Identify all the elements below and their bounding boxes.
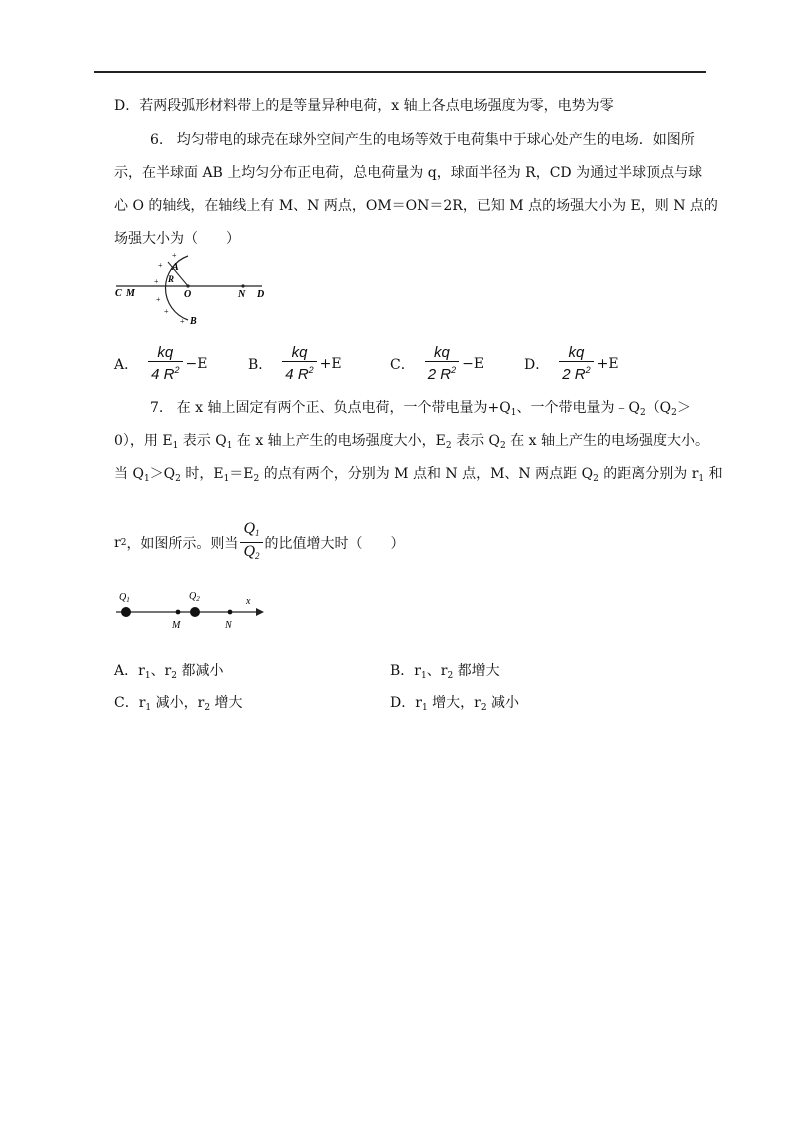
q6-option-c[interactable]: C． $\frac{kq}{2 R^2}$ −E [390,344,485,383]
q7-label-x: x [246,596,251,607]
svg-text:+: + [180,317,185,326]
q6-number: 6. [150,132,164,148]
svg-text:+: + [156,295,161,304]
q6-option-d-fraction: $\frac{kq}{2 R^2}$ [559,344,593,383]
q6-label-n: N [238,289,246,300]
q7-option-a[interactable]: A．$r_1$、$r_2$ 都减小 [114,663,224,681]
svg-text:+: + [154,277,159,286]
q6-option-a[interactable]: A． $\frac{kq}{4 R^2}$ −E [114,344,208,383]
q7-point-n [228,610,233,615]
prev-option-d: D．若两段弧形材料带上的是等量异种电荷，x 轴上各点电场强度为零，电势为零 [114,98,614,114]
q6-label-b: B [190,316,197,327]
q6-label-d: D [257,289,265,300]
q6-label-a: A [172,262,179,273]
svg-text:+: + [164,307,169,316]
q7-option-d[interactable]: D．$r_1$ 增大，$r_2$ 减小 [390,695,520,713]
q7-x-axis-arrow [256,608,264,616]
q7-number: 7. [150,400,164,416]
q6-line3: 心 O 的轴线，在轴线上有 M、N 两点，OM＝ON＝2R，已知 M 点的场强大小为 E，则 N 点的 [114,198,718,214]
q7-ratio-fraction: $\frac{Q_1}{Q_2}$ [240,520,262,565]
q7-label-m: M [172,620,181,631]
q7-charge-q2 [190,607,200,617]
svg-text:+: + [172,251,177,260]
q6-option-d[interactable]: D． $\frac{kq}{2 R^2}$ +E [524,344,619,383]
q6-label-r: R [168,274,175,284]
q6-option-a-fraction: $\frac{kq}{4 R^2}$ [148,344,182,383]
q7-point-m [176,610,181,615]
q6-line1: 6. 均匀带电的球壳在球外空间产生的电场等效于电荷集中于球心处产生的电场．如图所 [150,132,695,148]
q6-option-c-fraction: $\frac{kq}{2 R^2}$ [425,344,459,383]
q7-line2: 0），用 $E_1$ 表示 $Q_1$ 在 x 轴上产生的电场强度大小，$E_2$ 表示 $Q_2$ 在 x 轴上产生的电场强度大小。 [114,433,710,451]
q7-line3: 当 $Q_1>Q_2$ 时，$E_1=E_2$ 的点有两个，分别为 M 点和 N 点，M、N 两点距 $Q_2$ 的距离分别为 $r_1$ 和 [114,466,723,484]
q6-line2: 示，在半球面 AB 上均匀分布正电荷，总电荷量为 q，球面半径为 R，CD 为通过半球顶点与球 [114,165,703,181]
q6-label-m: M [126,288,135,299]
q7-charge-q1 [121,607,131,617]
q6-label-o: O [184,289,192,300]
q7-line4: r 2 ，如图所示。则当 $\frac{Q_1}{Q_2}$ 的比值增大时（ ） [114,520,405,565]
q6-option-b[interactable]: B． $\frac{kq}{4 R^2}$ +E [248,344,342,383]
q7-axis-figure [112,588,272,634]
q7-label-q2: $Q_2$ [189,591,200,603]
q6-line4: 场强大小为（ ） [114,231,240,247]
q6-point-o [186,284,189,287]
q7-label-q1: $Q_1$ [119,592,130,604]
q7-option-b[interactable]: B．$r_1$、$r_2$ 都增大 [390,663,500,681]
q6-point-n [241,284,244,287]
q6-hemisphere-figure [112,250,277,330]
svg-text:+: + [158,261,163,270]
q6-label-c: C [115,288,122,299]
q7-line1: 7. 在 x 轴上固定有两个正、负点电荷，一个带电量为$+Q_1$、一个带电量为$﹣Q_2(Q_2>$ [150,400,691,418]
q6-option-b-fraction: $\frac{kq}{4 R^2}$ [282,344,316,383]
q7-label-n: N [225,620,232,631]
q7-option-c[interactable]: C．$r_1$ 减小，$r_2$ 增大 [114,695,243,713]
header-rule [94,71,706,73]
